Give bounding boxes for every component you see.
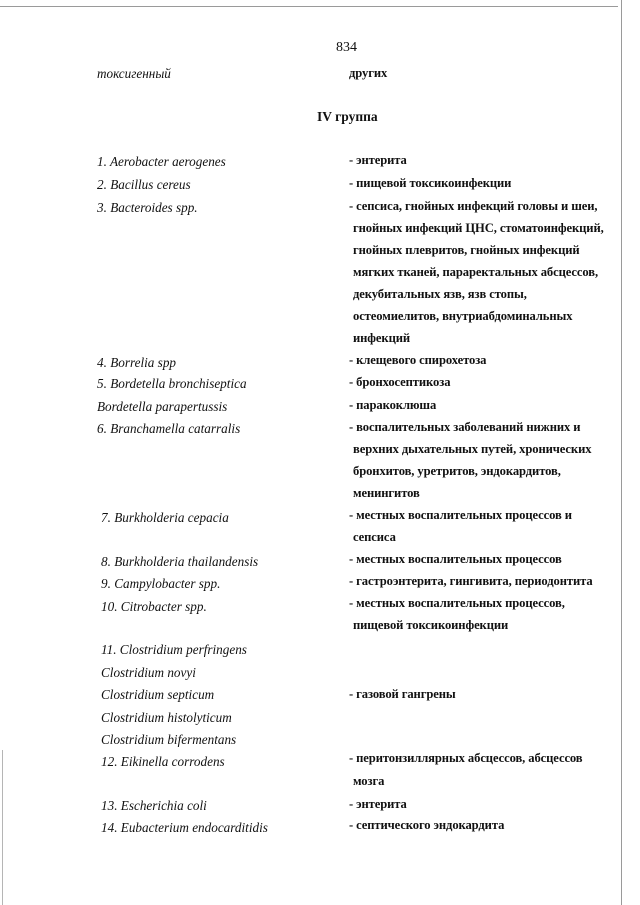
disease-8: - местных воспалительных процессов xyxy=(349,552,562,566)
disease-7-line-2: сепсиса xyxy=(353,530,396,544)
organism-4: 4. Borrelia spp xyxy=(97,355,177,370)
header-right-text: других xyxy=(349,66,388,80)
organism-10: 10. Citrobacter spp. xyxy=(101,599,207,614)
organism-5b: Bordetella parapertussis xyxy=(97,399,228,414)
disease-14: - септического эндокардита xyxy=(349,818,505,832)
disease-3-line-3: гнойных плевритов, гнойных инфекций xyxy=(353,243,580,257)
disease-1: - энтерита xyxy=(349,153,407,167)
page-number: 834 xyxy=(336,40,357,55)
disease-6-line-4: менингитов xyxy=(353,486,420,500)
organism-2: 2. Bacillus cereus xyxy=(97,177,191,192)
page-frame-right-line xyxy=(621,0,622,905)
organism-12: 12. Eikinella corrodens xyxy=(101,754,225,769)
disease-13: - энтерита xyxy=(349,797,407,811)
organism-6: 6. Branchamella catarralis xyxy=(97,421,241,436)
disease-3-line-5: декубитальных язв, язв стопы, xyxy=(353,287,527,301)
organism-11e: Clostridium bifermentans xyxy=(101,732,237,747)
organism-8: 8. Burkholderia thailandensis xyxy=(101,554,259,569)
disease-10-line-2: пищевой токсикоинфекции xyxy=(353,618,509,632)
organism-5: 5. Bordetella bronchiseptica xyxy=(97,376,247,391)
disease-3-line-6: остеомиелитов, внутриабдоминальных xyxy=(353,309,573,323)
disease-12-line-1: - перитонзиллярных абсцессов, абсцессов xyxy=(349,751,583,765)
disease-5b: - паракоклюша xyxy=(349,398,437,412)
disease-2: - пищевой токсикоинфекции xyxy=(349,176,512,190)
header-left-text: токсигенный xyxy=(97,66,171,81)
organism-14: 14. Eubacterium endocarditidis xyxy=(101,820,268,835)
disease-5: - бронхосептикоза xyxy=(349,375,451,389)
disease-10-line-1: - местных воспалительных процессов, xyxy=(349,596,565,610)
disease-3-line-7: инфекций xyxy=(353,331,411,345)
organism-1: 1. Aerobacter aerogenes xyxy=(97,154,226,169)
disease-3-line-4: мягких тканей, параректальных абсцессов, xyxy=(353,265,599,279)
organism-11c: Clostridium septicum xyxy=(101,687,215,702)
organism-11d: Clostridium histolyticum xyxy=(101,710,232,725)
organism-13: 13. Escherichia coli xyxy=(101,798,207,813)
disease-3-line-2: гнойных инфекций ЦНС, стоматоинфекций, xyxy=(353,221,604,235)
organism-11b: Clostridium novyi xyxy=(101,665,196,680)
organism-11: 11. Clostridium perfringens xyxy=(101,642,247,657)
group-title: IV группа xyxy=(317,109,378,124)
page-frame-top-line xyxy=(0,6,618,7)
organism-9: 9. Campylobacter spp. xyxy=(101,576,221,591)
page-frame-left-line xyxy=(2,750,3,905)
disease-12-line-2: мозга xyxy=(353,774,385,788)
disease-11: - газовой гангрены xyxy=(349,687,456,701)
disease-7-line-1: - местных воспалительных процессов и xyxy=(349,508,572,522)
organism-7: 7. Burkholderia cepacia xyxy=(101,510,229,525)
disease-6-line-3: бронхитов, уретритов, эндокардитов, xyxy=(353,464,561,478)
disease-3-line-1: - сепсиса, гнойных инфекций головы и шеи, xyxy=(349,199,598,213)
organism-3: 3. Bacteroides spp. xyxy=(97,200,198,215)
disease-6-line-1: - воспалительных заболеваний нижних и xyxy=(349,420,581,434)
disease-9: - гастроэнтерита, гингивита, периодонтита xyxy=(349,574,593,588)
disease-4: - клещевого спирохетоза xyxy=(349,353,487,367)
disease-6-line-2: верхних дыхательных путей, хронических xyxy=(353,442,592,456)
